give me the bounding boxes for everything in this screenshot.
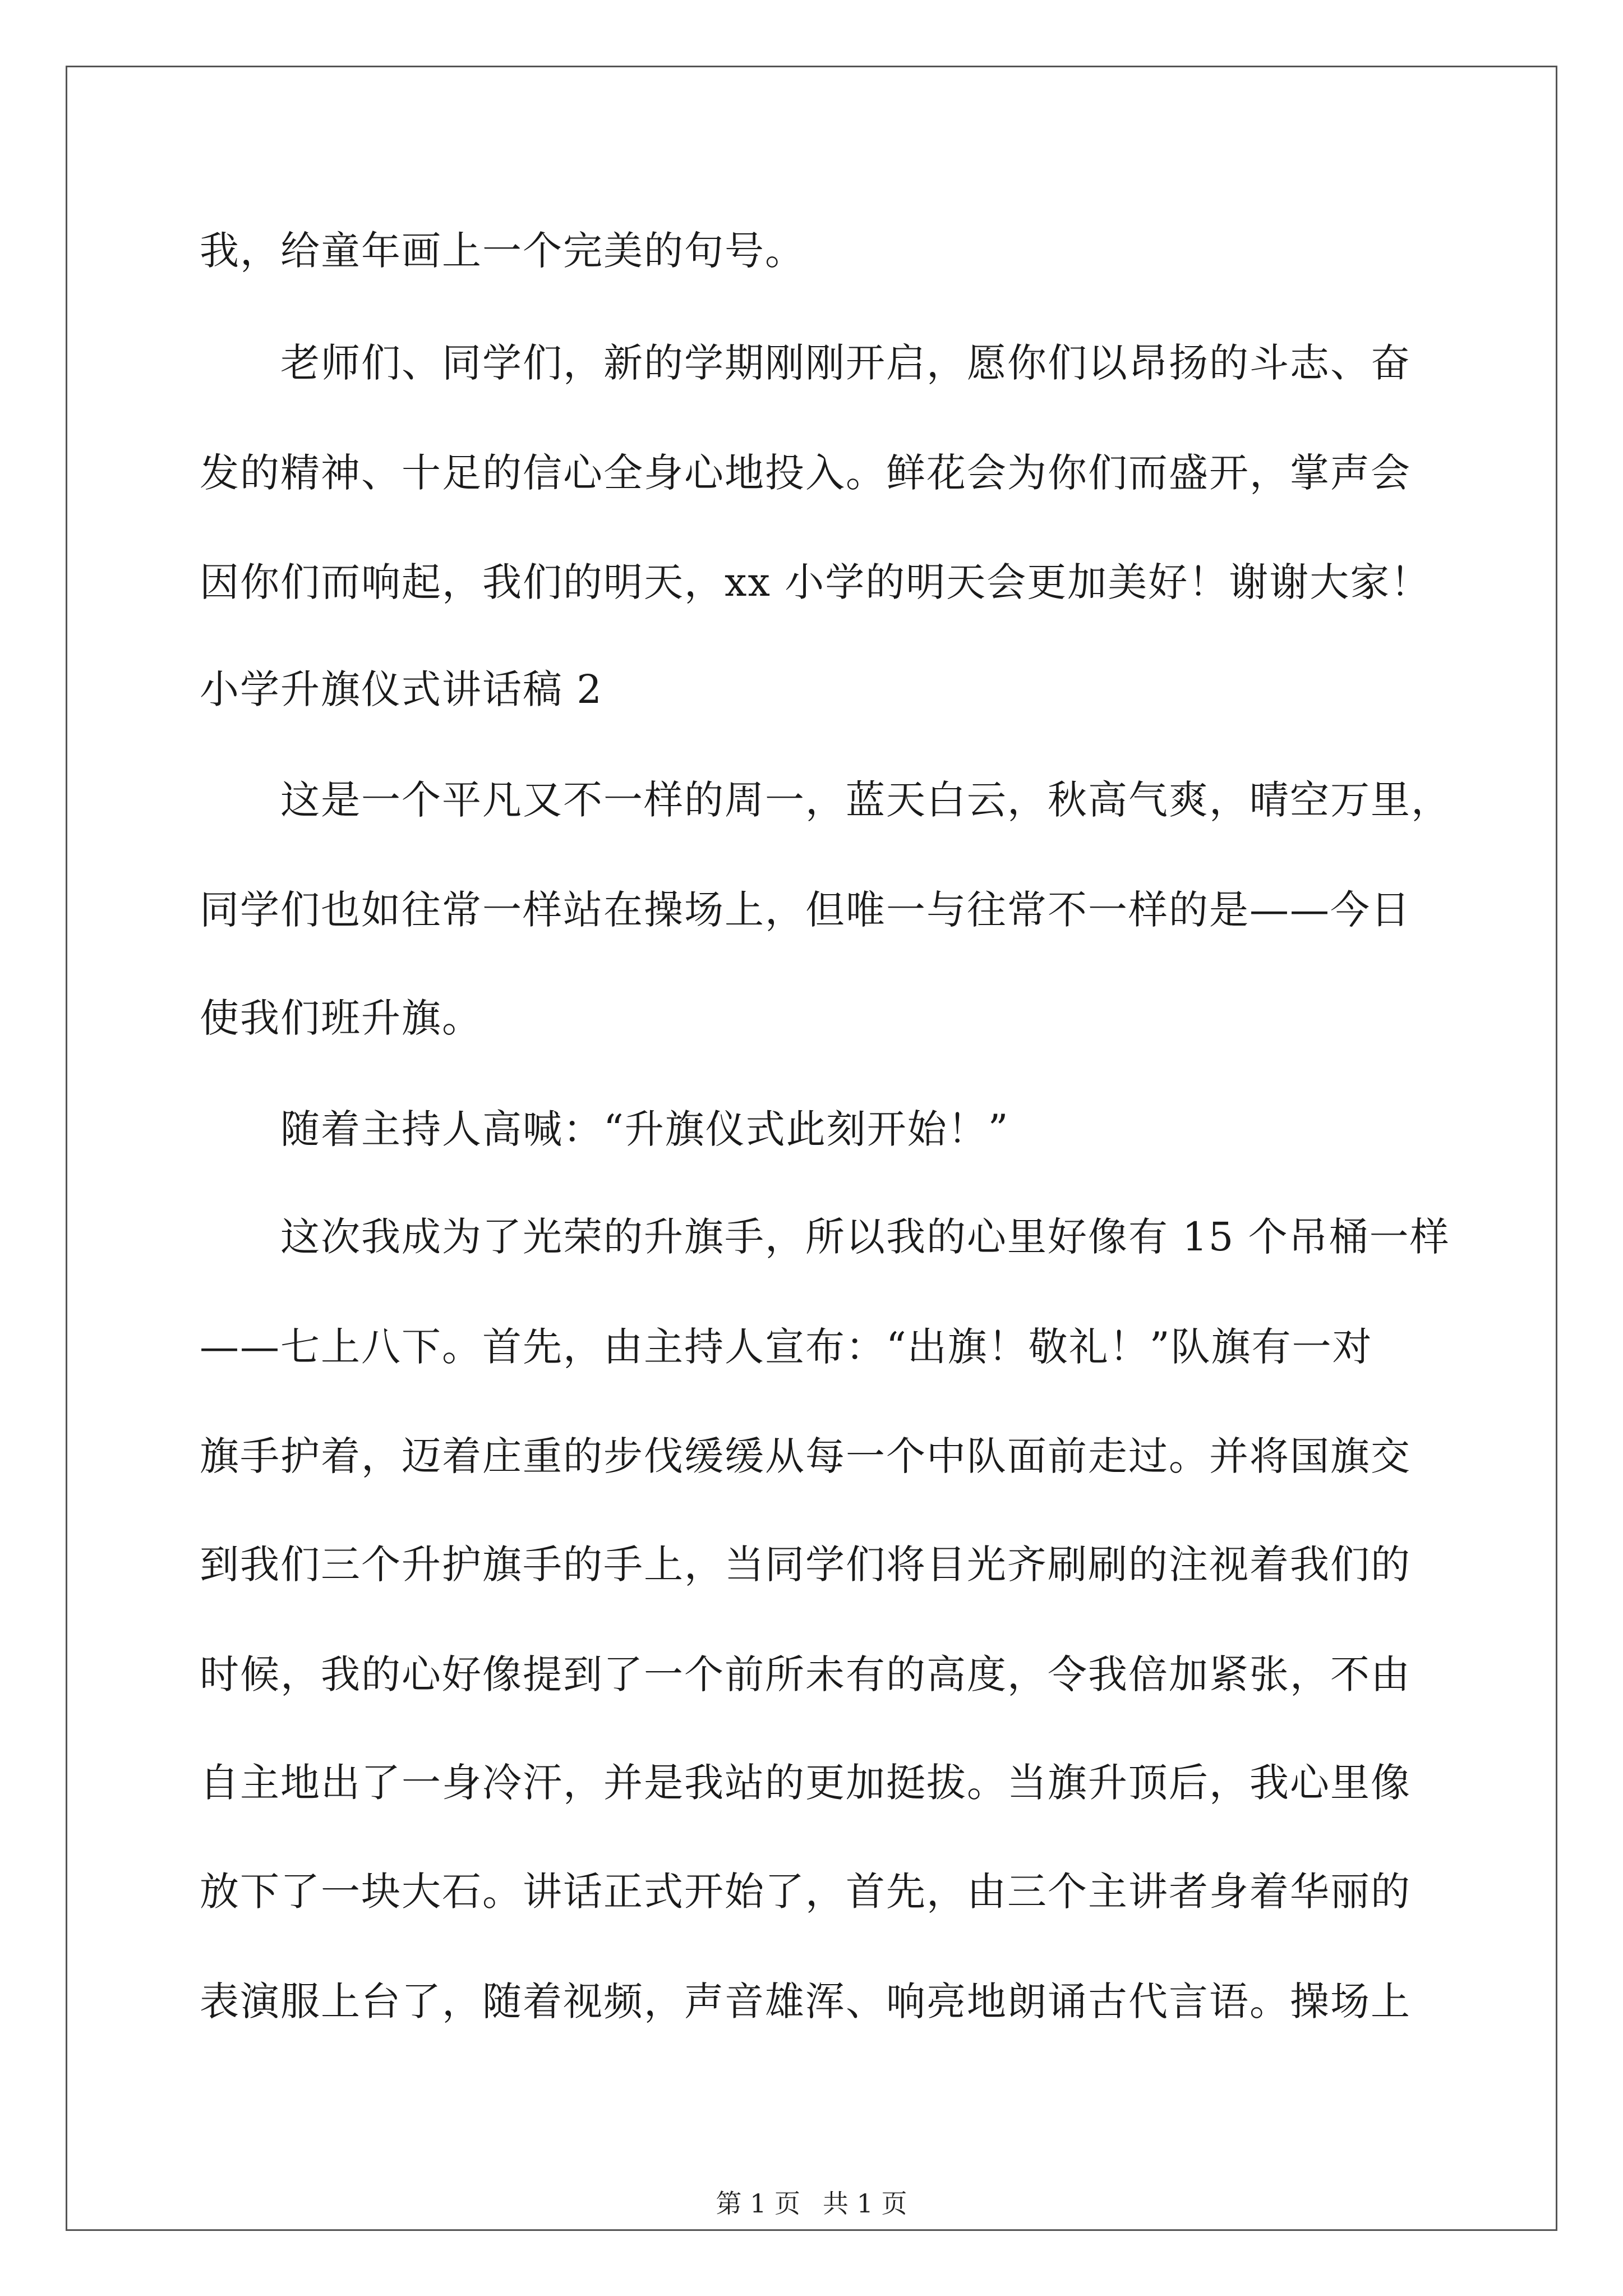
page-total: 共 1 页 <box>823 2188 907 2219</box>
text-line: 表演服上台了，随着视频，声音雄浑、响亮地朗诵古代言语。操场上 <box>200 1978 1411 2024</box>
text-line: 旗手护着，迈着庄重的步伐缓缓从每一个中队面前走过。并将国旗交 <box>200 1433 1411 1479</box>
text-line: ——七上八下。首先，由主持人宣布：“出旗！敬礼！”队旗有一对 <box>200 1324 1373 1370</box>
text-line: 到我们三个升护旗手的手上，当同学们将目光齐刷刷的注视着我们的 <box>200 1542 1411 1588</box>
text-line: 发的精神、十足的信心全身心地投入。鲜花会为你们而盛开，掌声会 <box>200 450 1411 496</box>
section-heading: 小学升旗仪式讲话稿 2 <box>200 666 603 712</box>
text-line: 使我们班升旗。 <box>200 995 482 1041</box>
text-line: 我，给童年画上一个完美的句号。 <box>200 228 805 274</box>
paragraph-line: 这是一个平凡又不一样的周一，蓝天白云，秋高气爽，晴空万里， <box>280 777 1451 823</box>
text-line: 时候，我的心好像提到了一个前所未有的高度，令我倍加紧张，不由 <box>200 1651 1411 1697</box>
paragraph-line: 这次我成为了光荣的升旗手，所以我的心里好像有 15 个吊桶一样 <box>280 1214 1450 1260</box>
text-line: 同学们也如往常一样站在操场上，但唯一与往常不一样的是——今日 <box>200 887 1411 933</box>
page-number: 第 1 页 <box>716 2188 800 2219</box>
text-line: 因你们而响起，我们的明天，xx 小学的明天会更加美好！谢谢大家！ <box>200 559 1431 605</box>
paragraph-line: 随着主持人高喊：“升旗仪式此刻开始！” <box>280 1106 1009 1152</box>
text-line: 自主地出了一身冷汗，并是我站的更加挺拔。当旗升顶后，我心里像 <box>200 1760 1411 1806</box>
paragraph-line: 老师们、同学们，新的学期刚刚开启，愿你们以昂扬的斗志、奋 <box>280 340 1411 386</box>
page-footer <box>0 2188 1623 2219</box>
text-line: 放下了一块大石。讲话正式开始了，首先，由三个主讲者身着华丽的 <box>200 1869 1411 1915</box>
